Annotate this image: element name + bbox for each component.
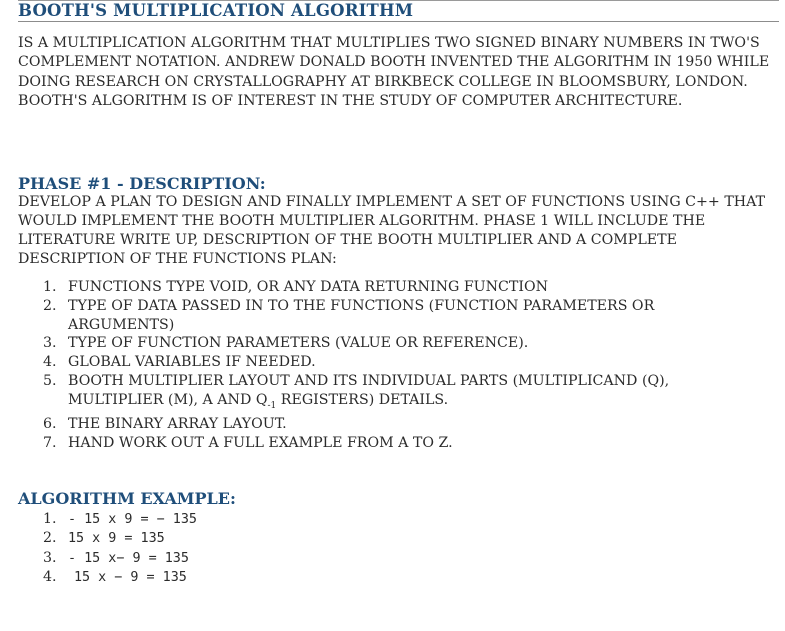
intro-paragraph: IS A MULTIPLICATION ALGORITHM THAT MULTIPLIES TWO SIGNED BINARY NUMBERS IN TWO'S COMPLEMENT NOTATION. ANDREW DONALD BOOTH INVENTED THE ALGORITHM IN 1950 WHILE DOING RESEARCH ON CRYSTALLOGRAPHY AT BIRKBECK COLLEGE IN BLOOMSBURY, LONDON. BOOTH'S ALGORITHM IS OF INTEREST IN THE STUDY OF COMPUTER ARCHITECTURE. <box>18 35 770 109</box>
list-item-text: FUNCTIONS TYPE VOID, OR ANY DATA RETURNING FUNCTION <box>68 279 549 295</box>
subscript: -1 <box>267 400 277 411</box>
list-item <box>0 372 740 415</box>
list-item-text: THE BINARY ARRAY LAYOUT. <box>68 416 287 433</box>
list-item-text: TYPE OF DATA PASSED IN TO THE FUNCTIONS (FUNCTION PARAMETERS OR ARGUMENTS) <box>68 297 655 333</box>
list-number: 5. <box>43 372 57 389</box>
list-number: 2. <box>43 530 57 547</box>
list-item-text: GLOBAL VARIABLES IF NEEDED. <box>68 354 316 371</box>
example-equation: 15 x − 9 = 135 <box>74 570 187 586</box>
example-item <box>0 529 197 548</box>
list-item <box>0 278 740 297</box>
list-item <box>0 434 740 453</box>
list-number: 4. <box>43 569 57 586</box>
example-item <box>0 549 197 568</box>
example-equation: 15 x 9 = 135 <box>68 531 165 547</box>
list-item <box>0 415 740 434</box>
example-item <box>0 510 197 529</box>
list-number: 1. <box>43 511 57 527</box>
example-heading: ALGORITHM EXAMPLE: <box>18 489 236 508</box>
list-number: 7. <box>43 435 57 452</box>
list-item <box>0 353 740 372</box>
title-divider <box>18 21 779 22</box>
list-item <box>0 334 740 353</box>
list-item-text: BOOTH MULTIPLIER LAYOUT AND ITS INDIVIDUAL PARTS (MULTIPLICAND (Q), MULTIPLIER (M), A AND Q <box>68 372 670 408</box>
list-number: 2. <box>43 297 57 314</box>
functions-plan-list <box>0 278 740 453</box>
list-number: 3. <box>43 549 57 566</box>
list-item <box>0 297 740 335</box>
list-item-text: HAND WORK OUT A FULL EXAMPLE FROM A TO Z. <box>68 435 453 452</box>
list-number: 6. <box>43 416 57 433</box>
list-item-text: TYPE OF FUNCTION PARAMETERS (VALUE OR REFERENCE). <box>68 335 529 352</box>
phase-heading: PHASE #1 - DESCRIPTION: <box>18 174 266 193</box>
list-number: 3. <box>43 335 57 352</box>
list-item-text-end: REGISTERS) DETAILS. <box>276 391 449 408</box>
page-title: BOOTH'S MULTIPLICATION ALGORITHM <box>18 1 414 20</box>
example-equation: - 15 x 9 = − 135 <box>68 512 197 527</box>
list-number: 4. <box>43 354 57 371</box>
phase-description: DEVELOP A PLAN TO DESIGN AND FINALLY IMPLEMENT A SET OF FUNCTIONS USING C++ THAT WOULD IMPLEMENT THE BOOTH MULTIPLIER ALGORITHM. PHASE 1 WILL INCLUDE THE LITERATURE WRITE UP, DESCRIPTION OF THE BOOTH MULTIPLIER AND A COMPLETE DESCRIPTION OF THE FUNCTIONS PLAN: <box>18 194 766 267</box>
example-item <box>0 568 197 587</box>
list-number: 1. <box>43 279 57 295</box>
algorithm-example-list <box>0 510 197 588</box>
example-equation: - 15 x− 9 = 135 <box>68 550 189 566</box>
